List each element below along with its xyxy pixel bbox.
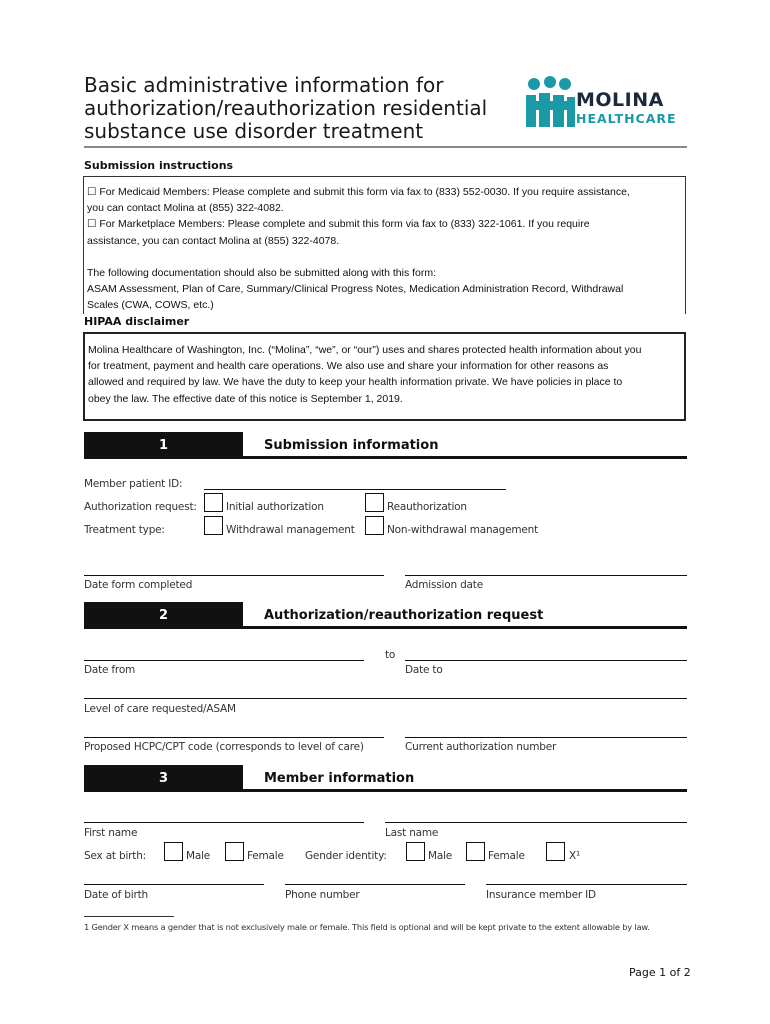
current-authorization-number-field[interactable] bbox=[405, 737, 687, 738]
date-from-field[interactable] bbox=[84, 660, 364, 661]
withdrawal-management-checkbox[interactable] bbox=[204, 516, 223, 535]
instruction-line: The following documentation should also be submitted along with this form: bbox=[87, 266, 437, 279]
non-withdrawal-management-label: Non-withdrawal management bbox=[387, 524, 539, 536]
date-form-completed-label: Date form completed bbox=[84, 579, 193, 591]
hipaa-line: for treatment, payment and health care operations. We also use and share your information for other reasons as bbox=[88, 360, 609, 373]
instruction-line: you can contact Molina at (855) 322-4082. bbox=[87, 202, 284, 215]
date-form-completed-field[interactable] bbox=[84, 575, 384, 576]
initial-authorization-checkbox[interactable] bbox=[204, 493, 223, 512]
date-to-label: Date to bbox=[405, 664, 443, 676]
logo-word-healthcare: HEALTHCARE bbox=[576, 111, 677, 126]
hipaa-disclaimer-label: HIPAA disclaimer bbox=[84, 315, 190, 328]
page-number: Page 1 of 2 bbox=[629, 966, 691, 979]
authorization-request-label: Authorization request: bbox=[84, 501, 197, 513]
gender-female-label: Female bbox=[488, 850, 525, 862]
section-1-rule bbox=[243, 456, 687, 459]
section-1-title: Submission information bbox=[264, 438, 439, 453]
level-of-care-field[interactable] bbox=[84, 698, 687, 699]
section-3-number: 3 bbox=[84, 765, 243, 792]
sex-female-checkbox[interactable] bbox=[225, 842, 244, 861]
form-title-line-2: authorization/reauthorization residential bbox=[84, 96, 488, 120]
date-to-field[interactable] bbox=[405, 660, 687, 661]
form-title bbox=[84, 74, 514, 143]
reauthorization-label: Reauthorization bbox=[387, 501, 467, 513]
instruction-line: assistance, you can contact Molina at (855) 322-4078. bbox=[87, 234, 340, 247]
instruction-line: ASAM Assessment, Plan of Care, Summary/Clinical Progress Notes, Medication Administration Record, Withdrawal bbox=[87, 283, 624, 296]
treatment-type-label: Treatment type: bbox=[84, 524, 165, 536]
sex-male-checkbox[interactable] bbox=[164, 842, 183, 861]
section-2-rule bbox=[243, 626, 687, 629]
sex-male-label: Male bbox=[186, 850, 211, 862]
form-title-line-1: Basic administrative information for bbox=[84, 73, 444, 97]
instruction-line: ☐ For Marketplace Members: Please complete and submit this form via fax to (833) 322-1061. If you require bbox=[87, 218, 590, 231]
to-label: to bbox=[385, 649, 396, 661]
date-of-birth-field[interactable] bbox=[84, 884, 264, 885]
sex-at-birth-label: Sex at birth: bbox=[84, 850, 146, 862]
hipaa-disclaimer-box bbox=[83, 332, 686, 421]
insurance-member-id-label: Insurance member ID bbox=[486, 889, 596, 901]
instruction-line: Scales (CWA, COWS, etc.) bbox=[87, 299, 214, 312]
last-name-field[interactable] bbox=[385, 822, 687, 823]
last-name-label: Last name bbox=[385, 827, 439, 839]
hipaa-line: allowed and required by law. We have the duty to keep your health information private. We have policies in place to bbox=[88, 376, 623, 389]
submission-instructions-box bbox=[83, 176, 686, 314]
footnote-rule bbox=[84, 916, 174, 917]
form-title-line-3: substance use disorder treatment bbox=[84, 119, 424, 143]
section-1-header bbox=[84, 432, 687, 459]
gender-x-label: X¹ bbox=[569, 850, 581, 862]
date-from-label: Date from bbox=[84, 664, 136, 676]
non-withdrawal-management-checkbox[interactable] bbox=[365, 516, 384, 535]
phone-number-field[interactable] bbox=[285, 884, 465, 885]
gender-x-checkbox[interactable] bbox=[546, 842, 565, 861]
hcpc-code-field[interactable] bbox=[84, 737, 384, 738]
hipaa-line: obey the law. The effective date of this notice is September 1, 2019. bbox=[88, 392, 403, 405]
gender-male-label: Male bbox=[428, 850, 453, 862]
admission-date-field[interactable] bbox=[405, 575, 687, 576]
current-authorization-number-label: Current authorization number bbox=[405, 741, 557, 753]
submission-instructions-label: Submission instructions bbox=[84, 159, 234, 172]
section-3-title: Member information bbox=[264, 771, 415, 786]
first-name-field[interactable] bbox=[84, 822, 364, 823]
section-3-rule bbox=[243, 789, 687, 792]
molina-logo bbox=[521, 75, 691, 131]
hcpc-code-label: Proposed HCPC/CPT code (corresponds to level of care) bbox=[84, 741, 364, 753]
sex-female-label: Female bbox=[247, 850, 284, 862]
section-1-number: 1 bbox=[84, 432, 243, 459]
logo-word-molina: MOLINA bbox=[576, 89, 664, 111]
section-2-header bbox=[84, 602, 687, 629]
instruction-line bbox=[87, 249, 685, 265]
member-patient-id-label: Member patient ID: bbox=[84, 478, 183, 490]
section-3-header bbox=[84, 765, 687, 792]
first-name-label: First name bbox=[84, 827, 138, 839]
header-divider bbox=[84, 146, 687, 148]
gender-male-checkbox[interactable] bbox=[406, 842, 425, 861]
reauthorization-checkbox[interactable] bbox=[365, 493, 384, 512]
withdrawal-management-label: Withdrawal management bbox=[226, 524, 355, 536]
level-of-care-label: Level of care requested/ASAM bbox=[84, 703, 236, 715]
section-2-title: Authorization/reauthorization request bbox=[264, 608, 544, 623]
member-patient-id-field[interactable] bbox=[204, 489, 506, 490]
footnote-text: 1 Gender X means a gender that is not exclusively male or female. This field is optional and will be kept private to the extent allowable by law. bbox=[84, 922, 650, 932]
insurance-member-id-field[interactable] bbox=[486, 884, 687, 885]
phone-number-label: Phone number bbox=[285, 889, 360, 901]
date-of-birth-label: Date of birth bbox=[84, 889, 148, 901]
gender-identity-label: Gender identity: bbox=[305, 850, 387, 862]
hipaa-line: Molina Healthcare of Washington, Inc. (“Molina”, “we”, or “our”) uses and shares protected health information about you bbox=[88, 344, 642, 356]
initial-authorization-label: Initial authorization bbox=[226, 501, 324, 513]
molina-people-icon bbox=[521, 75, 577, 131]
admission-date-label: Admission date bbox=[405, 579, 483, 591]
section-2-number: 2 bbox=[84, 602, 243, 629]
instruction-line: ☐ For Medicaid Members: Please complete and submit this form via fax to (833) 552-0030. If you require assistance, bbox=[87, 186, 630, 198]
gender-female-checkbox[interactable] bbox=[466, 842, 485, 861]
